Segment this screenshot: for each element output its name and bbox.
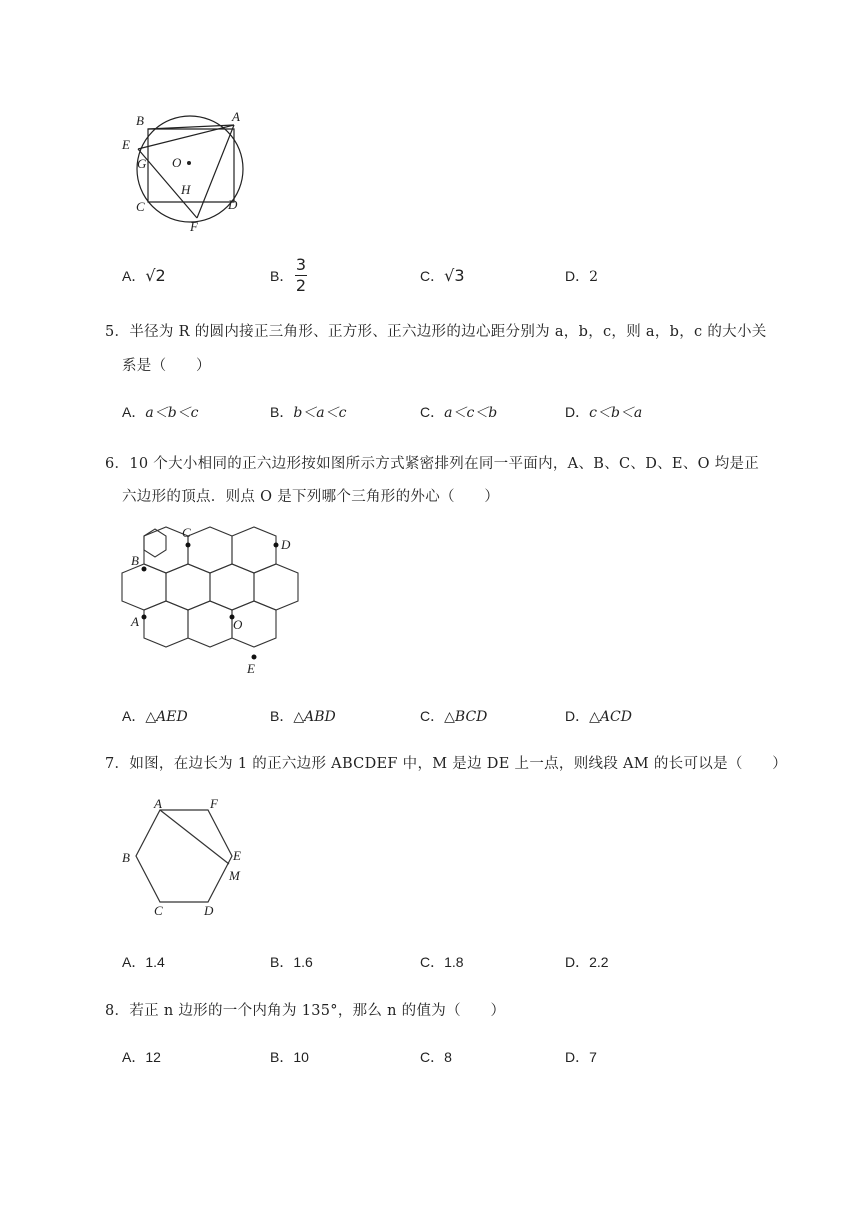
hexagon [210,564,254,610]
option-value: √2 [145,266,166,285]
option-label: D． [565,1049,590,1065]
q6-option-a [122,706,188,726]
option-label: C． [420,708,445,724]
option-label: B． [270,954,294,970]
hexagon [254,564,298,610]
label-d: D [228,197,238,212]
option-value: 2.2 [589,954,609,970]
option-label: C． [420,1049,445,1065]
hexagon [144,601,188,647]
option-label: A． [122,1049,146,1065]
option-label: A． [122,404,146,420]
label-e: E [247,661,255,676]
q6-hexagon-grid-figure [115,520,315,680]
option-label: A． [122,708,146,724]
q4-option-b-fraction [292,256,310,295]
q5-option-d [565,402,642,422]
option-value: 10 [293,1049,309,1065]
q8-option-a [122,1047,161,1067]
label-d: D [204,903,214,918]
label-c: C [154,903,163,918]
q5-option-b [270,402,347,422]
q7-stem-line1: 7．如图，在边长为 1 的正六边形 ABCDEF 中，M 是边 DE 上一点，则线段 AM 的长可以是（ ） [105,756,788,772]
hexagon [188,601,232,647]
option-value: △AED [145,709,188,725]
q5-option-a [122,402,199,422]
option-value: a＜c＜b [444,405,498,421]
q8-stem-line1: 8．若正 n 边形的一个内角为 135°，那么 n 的值为（ ） [105,1003,506,1019]
label-c: C [136,199,145,214]
option-value: 1.4 [145,954,165,970]
label-o: O [233,617,243,632]
q4-option-a [122,266,166,286]
label-m: M [229,868,240,883]
point-e [252,655,257,660]
label-f: F [190,219,198,234]
option-value: c＜b＜a [589,405,643,421]
label-a: A [154,798,162,811]
q8-option-d [565,1047,597,1067]
fraction-denominator: 2 [295,276,307,295]
option-label: C． [420,268,445,284]
option-label: B． [270,708,294,724]
option-label: D． [565,404,590,420]
option-label: C． [420,954,445,970]
q6-option-d [565,706,632,726]
q4-option-d [565,266,598,286]
point-d [274,543,279,548]
q7-option-a [122,952,165,972]
point-a [142,615,147,620]
point-b [142,567,147,572]
q4-option-b [270,266,293,286]
inscribed-square [148,129,234,202]
option-value: △ABD [293,709,336,725]
q8-option-b [270,1047,309,1067]
option-value: △BCD [444,709,488,725]
label-g: G [137,156,147,171]
option-value: 8 [444,1049,452,1065]
option-value: b＜a＜c [293,405,347,421]
hexagon [232,527,276,573]
option-label: D． [565,708,590,724]
option-label: B． [270,1049,294,1065]
option-value: 7 [589,1049,597,1065]
option-label: B． [270,404,294,420]
label-b: B [131,553,139,568]
q7-hexagon-figure [118,798,258,923]
fraction-numerator: 3 [295,255,307,274]
option-value: △ACD [589,709,632,725]
option-label: C． [420,404,445,420]
q8-option-c [420,1047,452,1067]
q7-option-c [420,952,464,972]
point-o [187,161,191,165]
option-value: 1.6 [293,954,313,970]
option-value: √3 [444,266,465,285]
q5-stem-line1: 5．半径为 R 的圆内接正三角形、正方形、正六边形的边心距分别为 a，b，c，则 a，b，c 的大小关 [105,324,767,340]
label-e: E [122,137,130,152]
q6-option-b [270,706,336,726]
label-c: C [182,525,191,540]
label-h: H [181,182,191,197]
q5-stem-line2: 系是（ ） [122,358,211,374]
hexagon [166,564,210,610]
q5-option-c [420,402,497,422]
option-label: B． [270,268,294,284]
label-a: A [131,614,139,629]
label-a: A [232,109,240,124]
point-c [186,543,191,548]
label-b: B [122,850,130,865]
label-e: E [233,848,241,863]
option-value: 1.8 [444,954,464,970]
regular-hexagon [136,810,232,902]
label-d: D [281,537,291,552]
q7-option-b [270,952,313,972]
option-value: 12 [145,1049,161,1065]
hexagon [144,529,166,557]
q6-option-c [420,706,487,726]
option-label: D． [565,268,590,284]
option-value: 2 [589,269,599,285]
option-value: a＜b＜c [145,405,199,421]
label-f: F [210,798,218,811]
q6-stem-line1: 6．10 个大小相同的正六边形按如图所示方式紧密排列在同一平面内，A、B、C、D、E、O 均是正 [105,456,760,472]
segment-am [160,810,229,864]
label-o: O [172,155,182,170]
q6-stem-line2: 六边形的顶点．则点 O 是下列哪个三角形的外心（ ） [122,489,500,505]
q7-option-d [565,952,609,972]
option-label: A． [122,268,146,284]
option-label: D． [565,954,590,970]
q4-option-c [420,266,465,286]
label-b: B [136,113,144,128]
q4-circle-figure [110,105,270,240]
hexagon [188,527,232,573]
option-label: A． [122,954,146,970]
